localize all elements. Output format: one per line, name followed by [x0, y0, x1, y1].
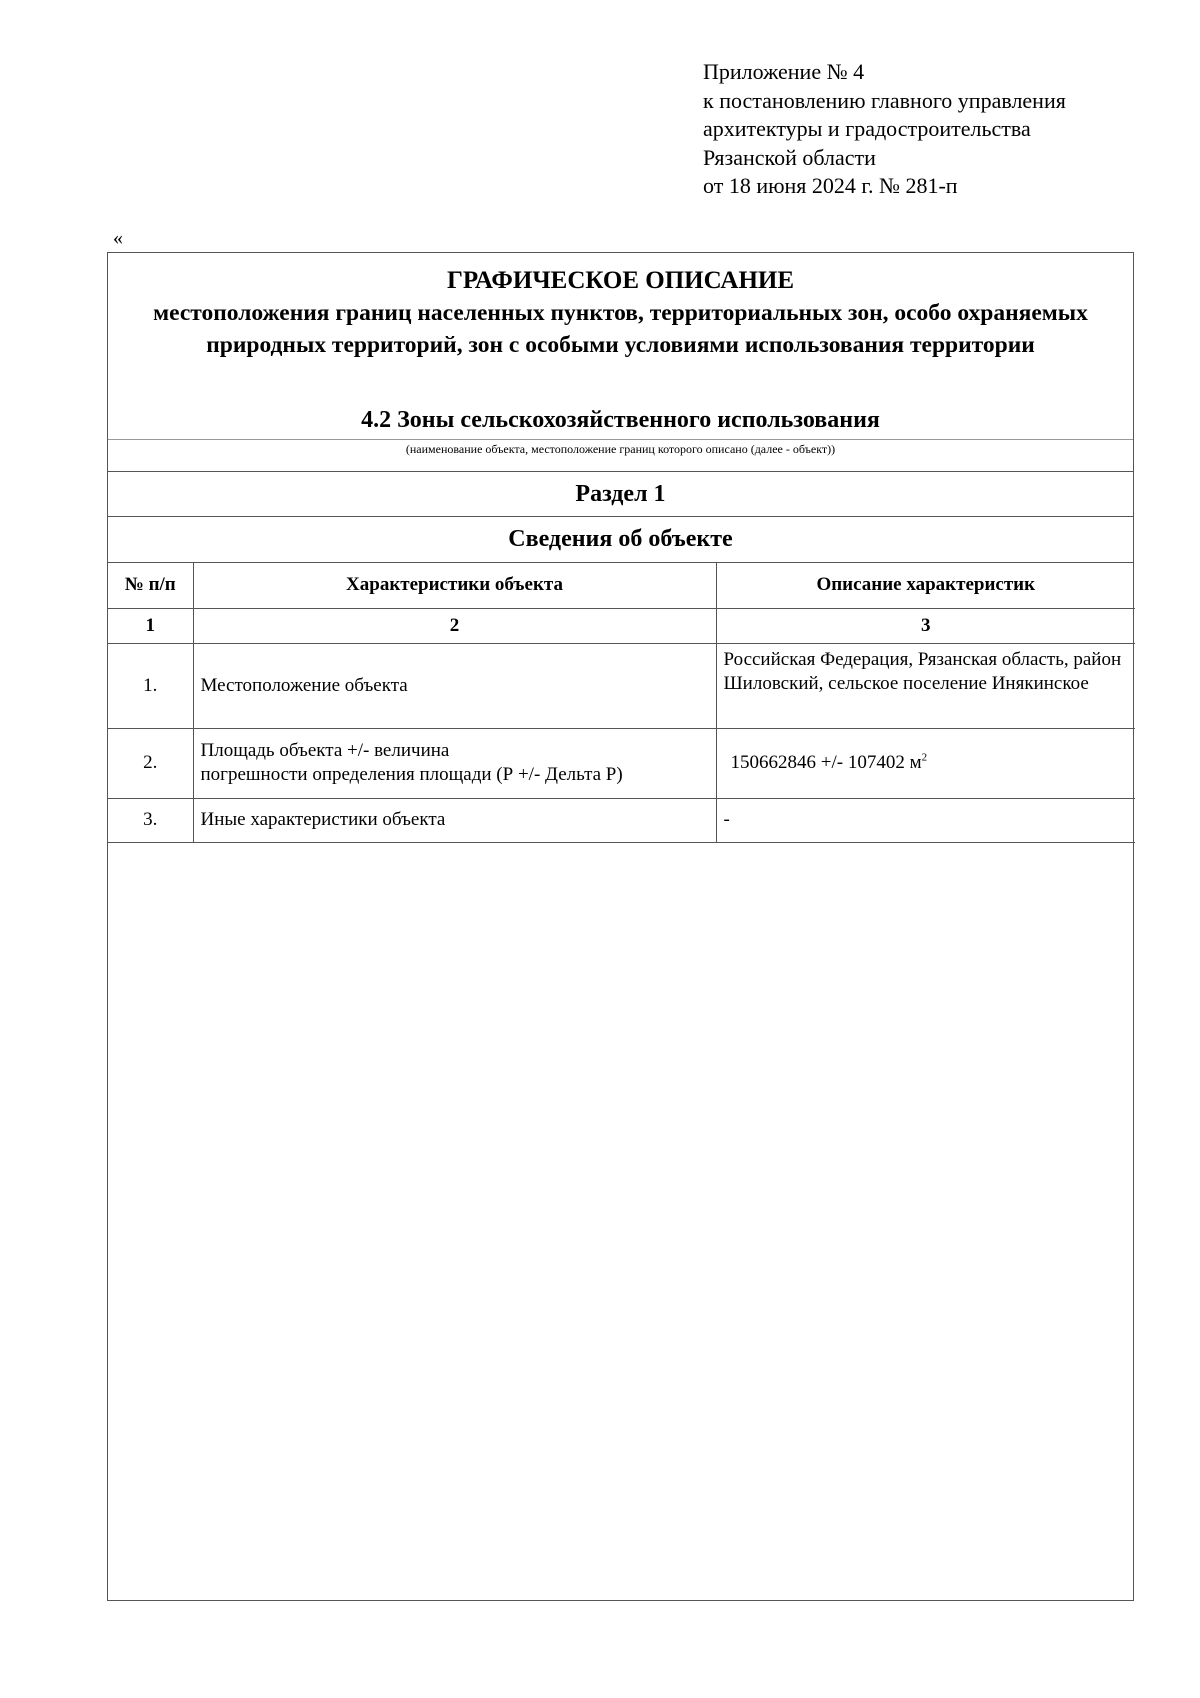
info-title: Сведения об объекте [108, 517, 1133, 563]
table-row [108, 643, 1135, 728]
row-characteristic: Иные характеристики объекта [193, 798, 716, 842]
row-characteristic: Местоположение объекта [193, 643, 716, 728]
object-name-underline [108, 439, 1133, 440]
row-characteristic [193, 728, 716, 798]
row-num: 2. [108, 728, 193, 798]
index-cell: 2 [193, 608, 716, 643]
object-caption: (наименование объекта, местоположение границ которого описано (далее - объект)) [405, 442, 836, 456]
appendix-line: к постановлению главного управления [703, 87, 1066, 113]
header-characteristic: Характеристики объекта [193, 563, 716, 608]
row-description: - [716, 798, 1135, 842]
document-header [108, 253, 1133, 472]
table-header-row [108, 563, 1135, 608]
table-row [108, 798, 1135, 842]
table-index-row [108, 608, 1135, 643]
table-row [108, 728, 1135, 798]
object-properties-table [108, 563, 1135, 843]
document-title: ГРАФИЧЕСКОЕ ОПИСАНИЕ [446, 267, 795, 294]
index-cell: 1 [108, 608, 193, 643]
header-num: № п/п [108, 563, 193, 608]
index-cell: 3 [716, 608, 1135, 643]
appendix-line: от 18 июня 2024 г. № 281-п [703, 173, 958, 198]
row-description: Российская Федерация, Рязанская область, район Шиловский, сельское поселение Инякинское [716, 643, 1135, 728]
characteristic-line: погрешности определения площади (Р +/- Дельта Р) [200, 764, 623, 785]
document-subtitle: местоположения границ населенных пунктов, территориальных зон, особо охраняемых природных территорий, зон с особыми условиями использования территории [153, 300, 1088, 358]
row-num: 1. [108, 643, 193, 728]
appendix-line: Приложение № 4 [703, 59, 865, 84]
row-description [716, 728, 1135, 798]
area-value: 150662846 +/- 107402 м [730, 752, 922, 773]
section-title: Раздел 1 [108, 472, 1133, 517]
row-num: 3. [108, 798, 193, 842]
header-description: Описание характеристик [716, 563, 1135, 608]
appendix-line: архитектуры и градостроительства [703, 116, 1031, 141]
appendix-block [703, 58, 1066, 201]
characteristic-line: Площадь объекта +/- величина [200, 740, 450, 761]
document-frame [107, 252, 1134, 1601]
object-name: 4.2 Зоны сельскохозяйственного использования [361, 407, 880, 433]
area-unit-exponent: 2 [921, 751, 928, 764]
appendix-line: Рязанской области [703, 144, 876, 170]
opening-quote: « [113, 227, 123, 249]
